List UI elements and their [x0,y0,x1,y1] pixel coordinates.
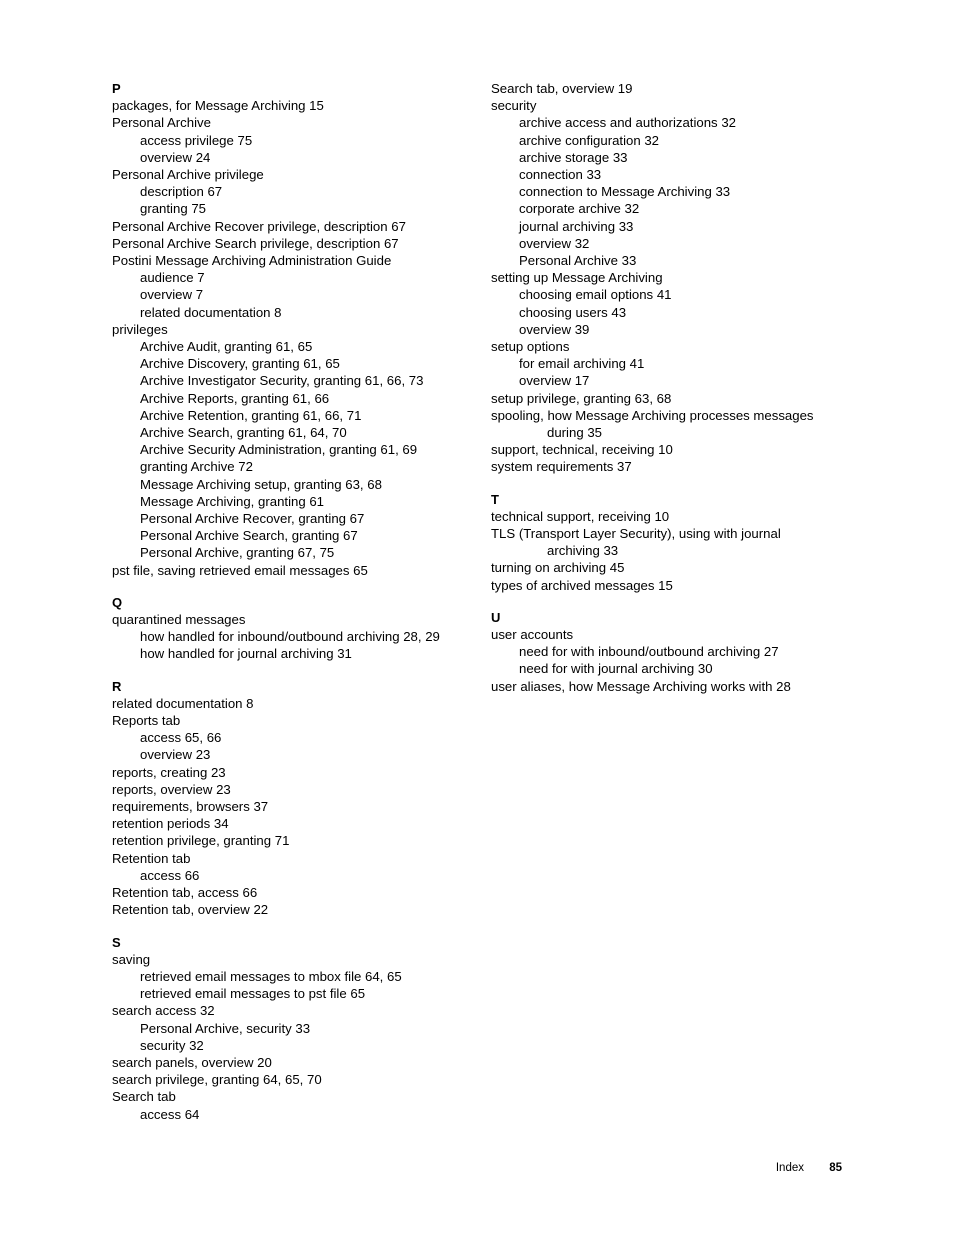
index-column-left [112,80,492,1123]
index-entry: Personal Archive [112,115,211,131]
index-entry: Personal Archive Recover privilege, description 67 [112,218,406,234]
index-entry-continuation: during 35 [547,425,602,441]
section-gap [491,594,851,609]
index-subentry: need for with inbound/outbound archiving 27 [519,644,779,660]
section-gap [491,476,851,491]
index-subentry: Archive Audit, granting 61, 65 [140,339,313,355]
index-entry: setting up Message Archiving [491,270,663,286]
index-subentry: retrieved email messages to mbox file 64, 65 [140,968,402,984]
index-subentry: access 65, 66 [140,730,222,746]
index-subentry: access privilege 75 [140,132,253,148]
index-entry: technical support, receiving 10 [491,508,670,524]
page-footer [776,1162,842,1174]
index-subentry: retrieved email messages to pst file 65 [140,986,366,1002]
section-gap [112,663,492,678]
index-entry: retention periods 34 [112,816,229,832]
index-subentry: for email archiving 41 [519,356,645,372]
index-entry-continuation: archiving 33 [547,543,619,559]
index-subentry: corporate archive 32 [519,201,640,217]
index-subentry: overview 24 [140,149,211,165]
index-subentry: Personal Archive 33 [519,253,637,269]
index-subentry: choosing email options 41 [519,287,672,303]
index-letter-heading: T [491,491,499,507]
index-entry: Postini Message Archiving Administration Guide [112,253,392,269]
index-entry: Retention tab [112,850,191,866]
index-subentry: description 67 [140,184,223,200]
index-subentry: Archive Search, granting 61, 64, 70 [140,425,347,441]
index-subentry: overview 32 [519,235,590,251]
index-subentry: connection to Message Archiving 33 [519,184,731,200]
index-subentry: Archive Reports, granting 61, 66 [140,390,330,406]
index-subentry: Archive Security Administration, granting 61, 69 [140,442,418,458]
index-column-right [491,80,851,695]
index-entry: support, technical, receiving 10 [491,442,673,458]
index-letter-heading: U [491,609,501,625]
index-subentry: journal archiving 33 [519,218,634,234]
index-subentry: security 32 [140,1037,204,1053]
index-entry: search privilege, granting 64, 65, 70 [112,1072,322,1088]
index-subentry: how handled for journal archiving 31 [140,646,352,662]
index-entry: Search tab [112,1089,176,1105]
index-entry: spooling, how Message Archiving processes messages [491,407,814,423]
index-subentry: overview 39 [519,321,590,337]
index-subentry: archive configuration 32 [519,132,660,148]
index-subentry: connection 33 [519,167,602,183]
index-entry: saving [112,951,151,967]
index-entry: related documentation 8 [112,695,254,711]
index-entry: quarantined messages [112,612,246,628]
index-letter-heading: Q [112,594,123,610]
index-entry: TLS (Transport Layer Security), using with journal [491,526,781,542]
index-subentry: Personal Archive, granting 67, 75 [140,545,335,561]
index-subentry: overview 23 [140,747,211,763]
index-entry: requirements, browsers 37 [112,799,269,815]
index-entry: reports, overview 23 [112,781,231,797]
section-gap [112,919,492,934]
index-subentry: Message Archiving setup, granting 63, 68 [140,476,382,492]
index-entry: types of archived messages 15 [491,577,673,593]
index-entry: turning on archiving 45 [491,560,625,576]
index-subentry: how handled for inbound/outbound archiving 28, 29 [140,629,440,645]
index-letter-heading: R [112,678,122,694]
page-number: 85 [829,1162,842,1174]
index-subentry: access 64 [140,1106,200,1122]
index-entry: Retention tab, overview 22 [112,902,269,918]
index-entry: Personal Archive privilege [112,167,264,182]
index-entry: Retention tab, access 66 [112,885,258,901]
index-entry: Personal Archive Search privilege, description 67 [112,235,399,251]
index-entry: retention privilege, granting 71 [112,833,290,849]
index-subentry: choosing users 43 [519,304,627,320]
footer-section-label: Index [775,1162,804,1174]
index-entry: Reports tab [112,713,181,729]
index-letter-heading: S [112,934,121,950]
index-subentry: Archive Retention, granting 61, 66, 71 [140,407,362,423]
index-entry: pst file, saving retrieved email messages 65 [112,562,368,578]
index-entry: user aliases, how Message Archiving works with 28 [491,678,791,694]
index-entry: Search tab, overview 19 [491,81,633,96]
index-subentry: audience 7 [140,270,205,286]
index-subentry: Archive Investigator Security, granting 61, 66, 73 [140,373,424,389]
index-entry: privileges [112,321,168,337]
index-entry: packages, for Message Archiving 15 [112,98,324,114]
index-entry: setup options [491,339,570,355]
index-subentry: Personal Archive Search, granting 67 [140,528,358,544]
index-subentry: Personal Archive Recover, granting 67 [140,511,365,527]
index-subentry: Message Archiving, granting 61 [140,493,324,509]
index-subentry: Archive Discovery, granting 61, 65 [140,356,340,372]
index-subentry: Personal Archive, security 33 [140,1020,311,1036]
index-entry: search panels, overview 20 [112,1054,272,1070]
index-entry: user accounts [491,627,574,643]
index-entry: system requirements 37 [491,459,632,475]
index-entry: setup privilege, granting 63, 68 [491,390,672,406]
index-subentry: overview 7 [140,287,204,303]
index-entry: search access 32 [112,1003,215,1019]
index-subentry: need for with journal archiving 30 [519,661,713,677]
index-entry: security [491,98,537,114]
index-subentry: archive access and authorizations 32 [519,115,736,131]
index-subentry: archive storage 33 [519,149,628,165]
index-entry: reports, creating 23 [112,764,226,780]
index-subentry: overview 17 [519,373,590,389]
section-gap [112,579,492,594]
index-subentry: access 66 [140,867,200,883]
index-subentry: granting 75 [140,201,206,217]
index-letter-heading: P [112,81,121,96]
index-subentry: granting Archive 72 [140,459,253,475]
index-subentry: related documentation 8 [140,304,282,320]
